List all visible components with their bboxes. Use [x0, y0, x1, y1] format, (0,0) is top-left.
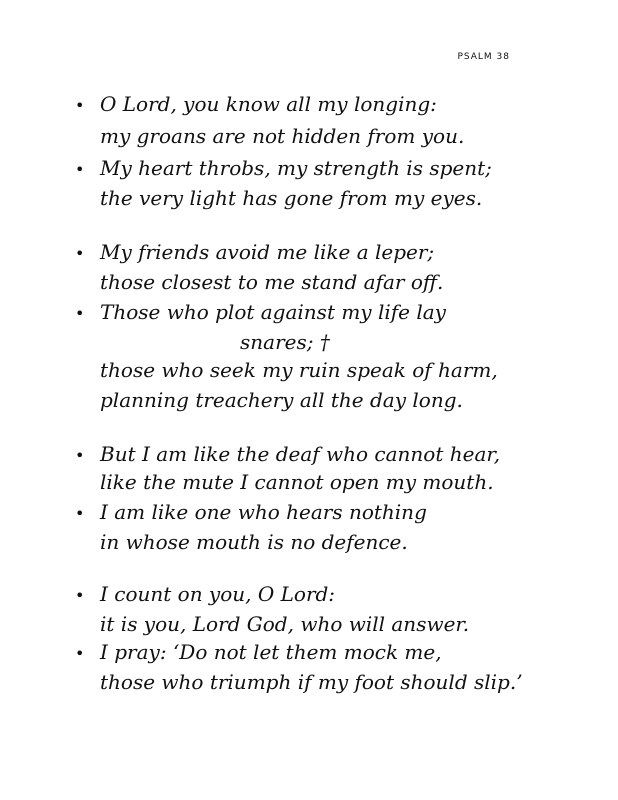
verse-line: it is you, Lord God, who will answer.	[100, 612, 470, 636]
verse-line: those who triumph if my foot should slip.’	[100, 670, 523, 694]
verse-line: those closest to me stand afar off.	[100, 270, 444, 294]
verse-bullet: •	[75, 304, 85, 323]
verse-line: Those who plot against my life lay	[100, 300, 446, 324]
verse-line-continuation: snares; †	[240, 330, 330, 354]
verse-bullet: •	[75, 586, 85, 605]
verse-line: I am like one who hears nothing	[100, 500, 427, 524]
verse-line: My heart throbs, my strength is spent;	[100, 156, 492, 180]
page-header: PSALM 38	[457, 52, 510, 62]
verse-line: planning treachery all the day long.	[100, 388, 463, 412]
verse-bullet: •	[75, 446, 85, 465]
verse-line: in whose mouth is no defence.	[100, 530, 408, 554]
verse-line: My friends avoid me like a leper;	[100, 240, 435, 264]
verse-line: O Lord, you know all my longing:	[100, 92, 437, 116]
verse-bullet: •	[75, 96, 85, 115]
verse-bullet: •	[75, 644, 85, 663]
verse-line: like the mute I cannot open my mouth.	[100, 470, 494, 494]
verse-line: I count on you, O Lord:	[100, 582, 336, 606]
verse-bullet: •	[75, 160, 85, 179]
verse-line: those who seek my ruin speak of harm,	[100, 358, 498, 382]
verse-line: the very light has gone from my eyes.	[100, 186, 483, 210]
verse-bullet: •	[75, 244, 85, 263]
verse-line: But I am like the deaf who cannot hear,	[100, 442, 501, 466]
verse-line: my groans are not hidden from you.	[100, 124, 465, 148]
verse-line: I pray: ‘Do not let them mock me,	[100, 640, 442, 664]
verse-bullet: •	[75, 504, 85, 523]
